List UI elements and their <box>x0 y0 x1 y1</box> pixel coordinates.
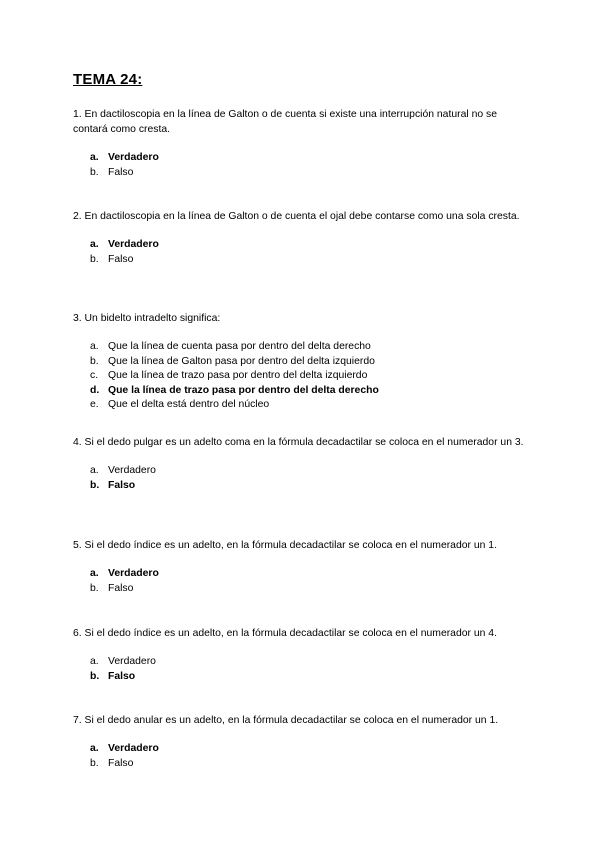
answer-option <box>73 567 533 582</box>
option-letter: a. <box>90 152 99 163</box>
question-2 <box>73 209 533 267</box>
answer-option <box>73 355 533 370</box>
option-text: Que la línea de cuenta pasa por dentro del delta derecho <box>108 341 371 352</box>
option-text: Verdadero <box>108 239 159 250</box>
option-letter: a. <box>90 465 99 476</box>
option-text: Que la línea de trazo pasa por dentro del delta izquierdo <box>108 370 368 382</box>
answer-option <box>73 253 533 268</box>
option-text: Verdadero <box>108 568 159 579</box>
question-text: 4. Si el dedo pulgar es un adelto coma en la fórmula decadactilar se coloca en el numerador un 3. <box>73 437 524 448</box>
option-letter: d. <box>90 384 100 396</box>
answer-option <box>73 340 533 355</box>
answer-option <box>73 151 533 166</box>
option-text: Falso <box>108 670 136 682</box>
option-text: Verdadero <box>108 656 156 667</box>
question-text: 1. En dactiloscopia en la línea de Galton o de cuenta si existe una interrupción natural no se contará como cresta. <box>73 109 497 135</box>
answer-options <box>73 238 533 267</box>
answer-options <box>73 655 533 684</box>
option-text: Que la línea de Galton pasa por dentro del delta izquierdo <box>108 355 375 367</box>
answer-options <box>73 567 533 596</box>
answer-option <box>73 670 533 685</box>
option-text: Verdadero <box>108 152 159 163</box>
option-text: Falso <box>108 582 134 594</box>
answer-option <box>73 655 533 670</box>
answer-options <box>73 464 533 493</box>
option-text: Que la línea de trazo pasa por dentro del delta derecho <box>108 384 379 396</box>
option-text: Falso <box>108 479 136 491</box>
option-letter: b. <box>90 582 99 594</box>
option-letter: b. <box>90 757 99 769</box>
option-letter: a. <box>90 743 99 754</box>
option-text: Falso <box>108 757 134 769</box>
answer-option <box>73 757 533 772</box>
answer-options <box>73 340 533 413</box>
option-letter: b. <box>90 253 99 265</box>
option-letter: b. <box>90 479 100 491</box>
question-text: 7. Si el dedo anular es un adelto, en la fórmula decadactilar se coloca en el numerador un 1. <box>73 715 499 726</box>
question-4 <box>73 435 533 493</box>
option-letter: a. <box>90 239 99 250</box>
option-letter: a. <box>90 568 99 579</box>
question-7 <box>73 713 533 771</box>
answer-option <box>73 582 533 597</box>
option-letter: c. <box>90 370 99 382</box>
option-text: Verdadero <box>108 465 156 476</box>
answer-option <box>73 398 533 413</box>
question-5 <box>73 538 533 596</box>
question-text: 5. Si el dedo índice es un adelto, en la fórmula decadactilar se coloca en el numerador un 1. <box>73 540 497 551</box>
option-text: Que el delta está dentro del núcleo <box>108 399 270 411</box>
answer-options <box>73 742 533 771</box>
answer-options <box>73 151 533 180</box>
option-text: Falso <box>108 166 134 178</box>
option-letter: b. <box>90 355 99 367</box>
answer-option <box>73 238 533 253</box>
option-text: Verdadero <box>108 743 159 754</box>
answer-option <box>73 384 533 399</box>
option-letter: b. <box>90 166 99 178</box>
option-letter: a. <box>90 341 99 352</box>
answer-option <box>73 479 533 494</box>
answer-option <box>73 742 533 757</box>
question-1 <box>73 107 533 180</box>
option-text: Falso <box>108 253 134 265</box>
question-text: 2. En dactiloscopia en la línea de Galton o de cuenta el ojal debe contarse como una sola cresta. <box>73 211 520 222</box>
option-letter: e. <box>90 399 99 411</box>
page-title: TEMA 24: <box>73 71 143 88</box>
question-text: 3. Un bidelto intradelto significa: <box>73 313 221 324</box>
question-text: 6. Si el dedo índice es un adelto, en la fórmula decadactilar se coloca en el numerador un 4. <box>73 628 497 639</box>
answer-option <box>73 464 533 479</box>
answer-option <box>73 369 533 384</box>
option-letter: a. <box>90 656 99 667</box>
answer-option <box>73 166 533 181</box>
question-6 <box>73 626 533 684</box>
option-letter: b. <box>90 670 100 682</box>
question-3 <box>73 311 533 413</box>
